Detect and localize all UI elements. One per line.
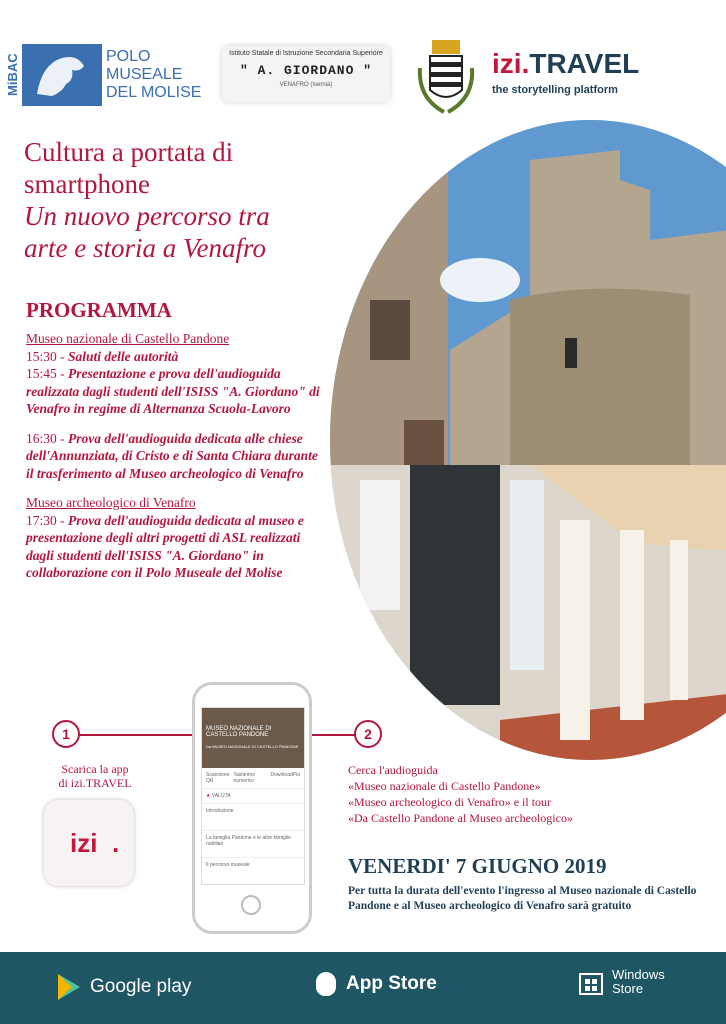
venue-museo-archeologico: Museo archeologico di Venafro [26, 495, 196, 510]
title-line-2: smartphone [24, 169, 150, 199]
polo-line-3: DEL MOLISE [106, 84, 202, 101]
item-text: Prova dell'audioguida dedicata al museo e presentazione degli altri progetti di ASL realizzati dagli studenti dell'ISISS "A. Giordano" in collaborazione con il Polo Museale del Molise [26, 512, 304, 580]
google-play-badge[interactable] [56, 972, 191, 1002]
app-icon-label: izi [70, 828, 98, 858]
program-item [26, 512, 326, 582]
horse-emblem-icon [22, 44, 102, 106]
step-2-text [348, 762, 628, 826]
programma-heading: PROGRAMMA [26, 298, 172, 322]
istituto-city: VENAFRO (Isernia) [279, 82, 333, 88]
google-play-label: Google play [90, 976, 192, 997]
phone-screen [201, 707, 305, 885]
izi-prefix: izi [492, 48, 522, 79]
program-item [26, 365, 326, 418]
windows-store-icon [578, 968, 604, 996]
item-text: Prova dell'audioguida dedicata alle chiese dell'Annunziata, di Cristo e di Santa Chiara durante il trasferimento al Museo archeologico di Venafro [26, 430, 318, 481]
windows-store-badge[interactable] [578, 968, 665, 996]
tab-qr[interactable]: Scansione QR [206, 772, 230, 784]
mibac-logo [22, 44, 102, 106]
store-footer [0, 952, 726, 1024]
step-2-line: Cerca l'audioguida [348, 763, 438, 777]
item-text: Presentazione e prova dell'audioguida realizzata dagli studenti dell'ISISS "A. Giordano" di Venafro in regime di Alternanza Scuola-Lavoro [26, 366, 320, 416]
list-item[interactable] [202, 804, 304, 831]
mibac-vertical-text: MiBAC [5, 53, 20, 97]
google-play-icon [56, 972, 82, 1002]
app-hero [202, 708, 304, 768]
list-item-label: Il percorso museale [206, 862, 250, 868]
list-item[interactable] [202, 858, 304, 885]
step-2-badge: 2 [354, 720, 382, 748]
programma-body [26, 330, 326, 582]
izi-brand: TRAVEL [529, 48, 640, 79]
list-item-label: La famiglia Pandone e le altre famiglie nobiliari [206, 835, 291, 847]
item-text: Saluti delle autorità [68, 348, 179, 364]
title-line-4: arte e storia a Venafro [24, 233, 266, 263]
izi-travel-logo: izi.TRAVEL [492, 48, 640, 79]
tab-download[interactable]: Download [270, 772, 293, 778]
list-item-label: Introduzione [206, 808, 234, 814]
rate-label: VALUTA [211, 793, 231, 799]
title-line-3: Un nuovo percorso tra [24, 201, 270, 231]
istituto-type: Istituto Statale di Istruzione Secondaria Superiore [229, 50, 383, 57]
program-item [26, 430, 326, 483]
venafro-crest-icon [414, 38, 478, 118]
title-line-1: Cultura a portata di [24, 137, 234, 167]
step-2-line: «Museo nazionale di Castello Pandone» [348, 779, 541, 793]
venafro-photo-collage [330, 120, 726, 760]
venue-castello: Museo nazionale di Castello Pandone [26, 331, 230, 346]
step-1-line: Scarica la app [61, 762, 129, 776]
app-tab-bar [202, 768, 304, 789]
windows-line-2: Store [612, 981, 644, 996]
step-1-line: di izi.TRAVEL [58, 776, 132, 790]
tab-more[interactable]: Più [292, 772, 300, 778]
tab-keypad[interactable]: Tastierino numerico [233, 772, 255, 784]
step-2-line: «Museo archeologico di Venafro» e il tour [348, 795, 552, 809]
izi-tagline: the storytelling platform [492, 84, 618, 96]
step-1-text [40, 762, 150, 790]
item-time: 17:30 - [26, 512, 68, 528]
app-store-label: App Store [346, 973, 437, 994]
program-item [26, 348, 326, 366]
istituto-giordano-logo [222, 46, 390, 102]
page-title [24, 136, 334, 264]
hero-title: MUSEO NAZIONALE DI CASTELLO PANDONE [206, 726, 272, 738]
star-icon: ★ [206, 793, 211, 799]
rate-row[interactable] [202, 789, 304, 804]
polo-museale-logo-text [106, 48, 201, 102]
step-2-line: «Da Castello Pandone al Museo archeologico» [348, 811, 573, 825]
item-time: 15:45 - [26, 366, 68, 381]
polo-line-2: MUSEALE [106, 66, 183, 83]
apple-icon [316, 972, 336, 996]
windows-line-1: Windows [612, 967, 665, 982]
istituto-name: " A. GIORDANO " [239, 63, 373, 78]
item-time: 16:30 - [26, 430, 68, 446]
item-time: 15:30 - [26, 348, 68, 364]
step-1-badge: 1 [52, 720, 80, 748]
izi-app-icon[interactable]: izi . [44, 800, 134, 886]
list-item[interactable] [202, 831, 304, 858]
polo-line-1: POLO [106, 48, 151, 65]
app-store-badge[interactable] [316, 972, 437, 996]
event-note: Per tutta la durata dell'evento l'ingresso al Museo nazionale di Castello Pandone e al Museo archeologico di Venafro sarà gratuito [348, 885, 697, 912]
phone-mockup [192, 682, 312, 934]
hero-sub: Da MUSEO NAZIONALE DI CASTELLO PANDONE [206, 744, 299, 749]
home-button[interactable] [241, 895, 261, 915]
event-date: VENERDI' 7 GIUGNO 2019 [348, 854, 607, 878]
